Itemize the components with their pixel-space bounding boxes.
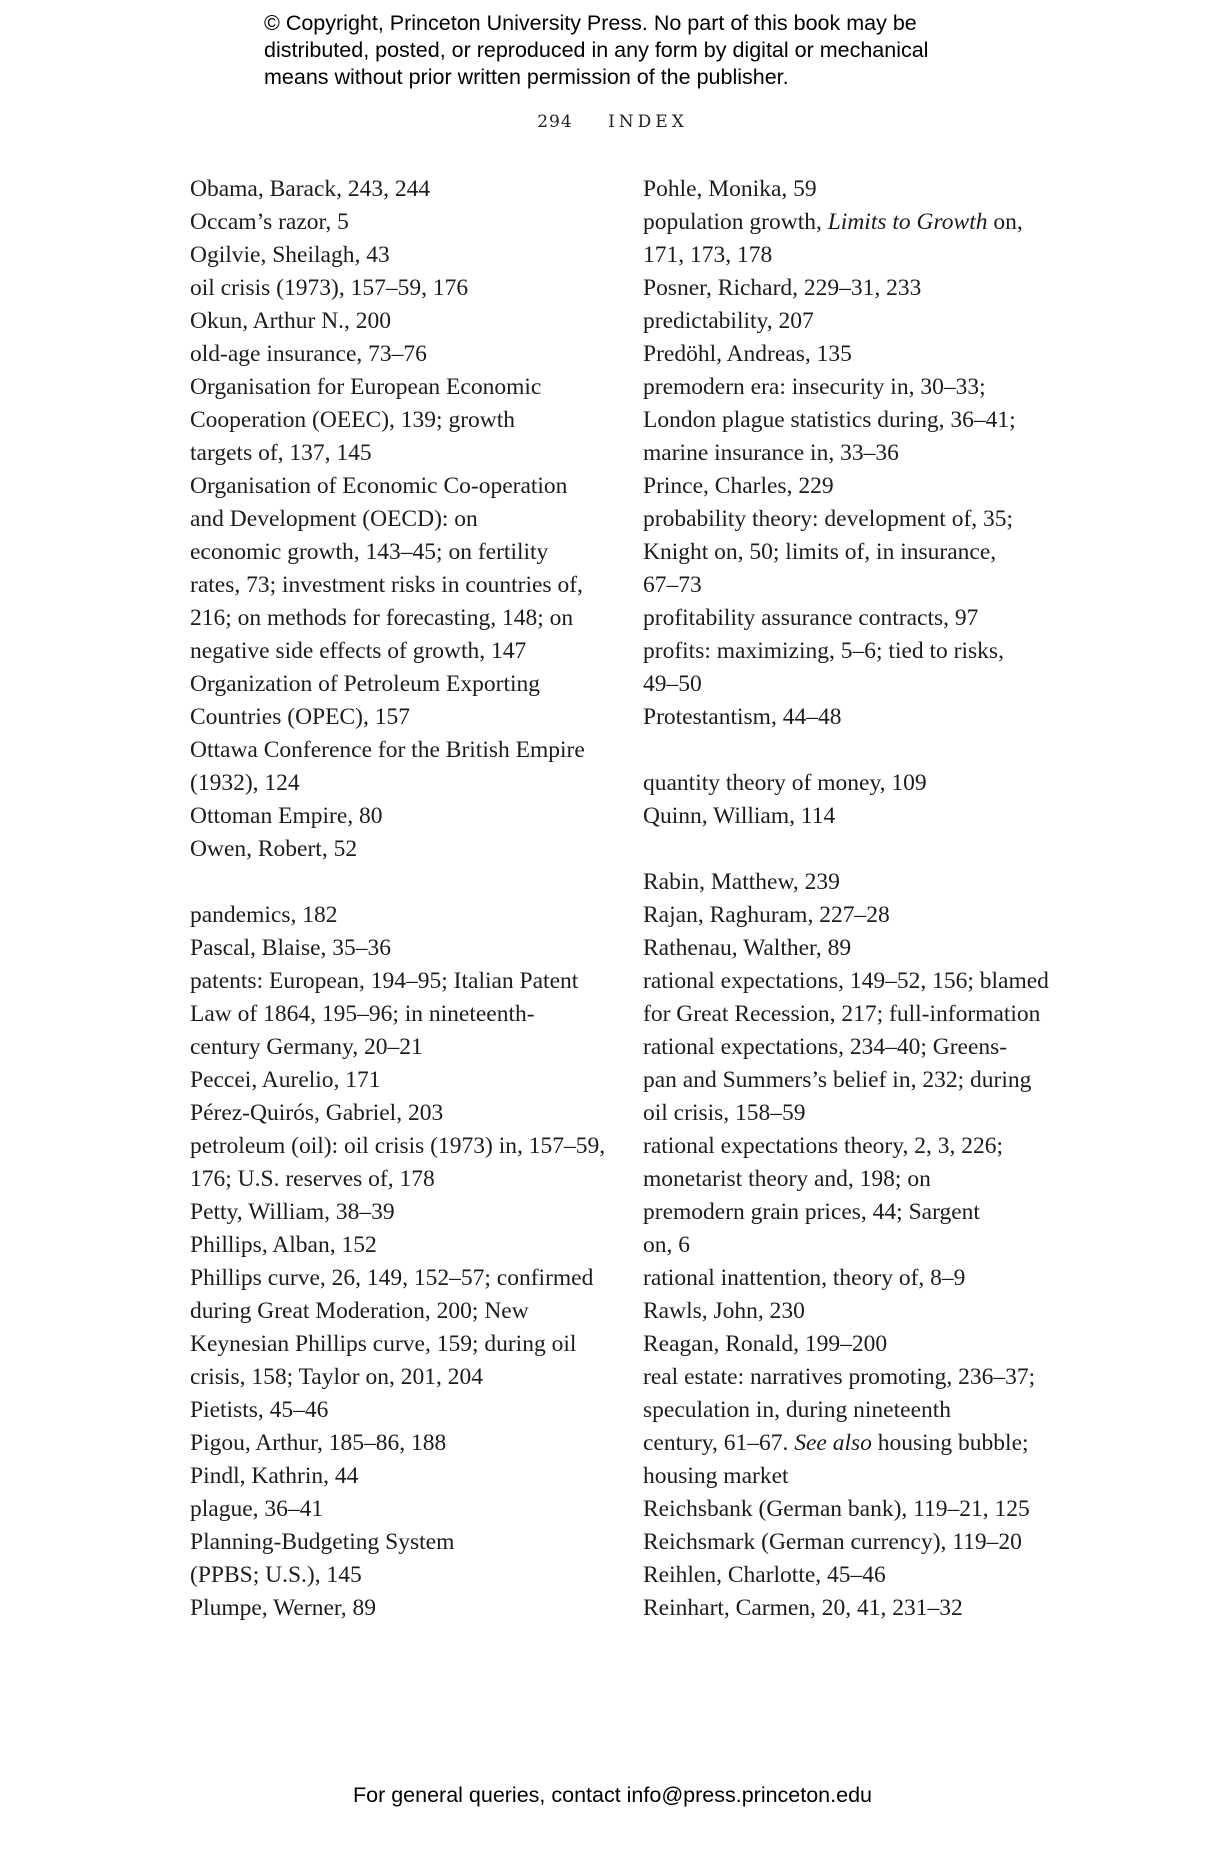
- index-entry: Reichsbank (German bank), 119–21, 125: [643, 1496, 1030, 1522]
- book-title: Limits to Growth: [827, 209, 988, 235]
- copyright-line: distributed, posted, or reproduced in any form by digital or mechanical: [264, 38, 929, 62]
- index-entry: Phillips, Alban, 152: [190, 1232, 377, 1258]
- index-entry: Ottawa Conference for the British Empire (1932), 124: [190, 737, 585, 796]
- index-entry: population growth, Limits to Growth on, 171, 173, 178: [643, 209, 1023, 268]
- index-entry: Quinn, William, 114: [643, 803, 836, 829]
- index-entry: old-age insurance, 73–76: [190, 341, 427, 367]
- index-entry: Planning-Budgeting System (PPBS; U.S.), 145: [190, 1529, 455, 1588]
- footer-contact: [0, 1783, 1225, 1808]
- index-entry: Reihlen, Charlotte, 45–46: [643, 1562, 886, 1588]
- page-number: 294: [537, 112, 573, 132]
- index-entry: Occam’s razor, 5: [190, 209, 349, 235]
- index-entry: profits: maximizing, 5–6; tied to risks, 49–50: [643, 638, 1004, 697]
- footer-text: For general queries, contact info@press.princeton.edu: [352, 1783, 872, 1807]
- letter-group-gap: [643, 734, 1073, 767]
- index-column-left: [190, 173, 610, 1625]
- index-entry: Rabin, Matthew, 239: [643, 869, 840, 895]
- cross-reference: See also: [794, 1430, 872, 1456]
- index-entry: Reichsmark (German currency), 119–20: [643, 1529, 1022, 1555]
- index-entry: Pérez-Quirós, Gabriel, 203: [190, 1100, 444, 1126]
- index-entry: Ogilvie, Sheilagh, 43: [190, 242, 390, 268]
- index-entry: Pohle, Monika, 59: [643, 176, 817, 202]
- running-head: [0, 112, 1225, 132]
- index-entry: rational expectations theory, 2, 3, 226; monetarist theory and, 198; on premodern grain prices, 44; Sargent on, 6: [643, 1133, 1004, 1258]
- index-entry: plague, 36–41: [190, 1496, 324, 1522]
- index-entry: Pascal, Blaise, 35–36: [190, 935, 392, 961]
- index-entry: Reagan, Ronald, 199–200: [643, 1331, 888, 1357]
- copyright-line: © Copyright, Princeton University Press. No part of this book may be: [264, 11, 917, 35]
- index-entry: pandemics, 182: [190, 902, 338, 928]
- index-entry: rational inattention, theory of, 8–9: [643, 1265, 966, 1291]
- index-entry: quantity theory of money, 109: [643, 770, 927, 796]
- index-entry: Obama, Barack, 243, 244: [190, 176, 431, 202]
- index-entry: Organization of Petroleum Exporting Countries (OPEC), 157: [190, 671, 541, 730]
- index-entry: real estate: narratives promoting, 236–37; speculation in, during nineteenth century, 61–67. See also housing bubble; housing market: [643, 1364, 1036, 1489]
- index-entry: predictability, 207: [643, 308, 814, 334]
- index-entry: Okun, Arthur N., 200: [190, 308, 392, 334]
- index-entry: Owen, Robert, 52: [190, 836, 358, 862]
- index-entry: Pietists, 45–46: [190, 1397, 329, 1423]
- index-entry: patents: European, 194–95; Italian Patent Law of 1864, 195–96; in nineteenth- century Germany, 20–21: [190, 968, 579, 1060]
- letter-group-gap: [190, 866, 610, 899]
- index-entry: rational expectations, 149–52, 156; blamed for Great Recession, 217; full-information rational expectations, 234–40; Greens- pan and Summers’s belief in, 232; during oil crisis, 158–59: [643, 968, 1049, 1126]
- index-entry: Rathenau, Walther, 89: [643, 935, 852, 961]
- index-column-right: [643, 173, 1073, 1625]
- index-entry: Organisation for European Economic Cooperation (OEEC), 139; growth targets of, 137, 145: [190, 374, 542, 466]
- index-entry: Posner, Richard, 229–31, 233: [643, 275, 922, 301]
- copyright-line: means without prior written permission of the publisher.: [264, 65, 789, 89]
- index-entry: Reinhart, Carmen, 20, 41, 231–32: [643, 1595, 963, 1621]
- index-entry: Prince, Charles, 229: [643, 473, 834, 499]
- index-entry: Ottoman Empire, 80: [190, 803, 383, 829]
- index-entry: Pigou, Arthur, 185–86, 188: [190, 1430, 447, 1456]
- page-title: INDEX: [608, 112, 688, 132]
- letter-group-gap: [643, 833, 1073, 866]
- index-entry: Protestantism, 44–48: [643, 704, 842, 730]
- index-entry: probability theory: development of, 35; Knight on, 50; limits of, in insurance, 67–73: [643, 506, 1014, 598]
- index-entry: Peccei, Aurelio, 171: [190, 1067, 381, 1093]
- index-entry: oil crisis (1973), 157–59, 176: [190, 275, 469, 301]
- index-entry: Rawls, John, 230: [643, 1298, 805, 1324]
- index-entry: Rajan, Raghuram, 227–28: [643, 902, 890, 928]
- copyright-notice: [264, 10, 964, 91]
- index-entry: Organisation of Economic Co-operation and Development (OECD): on economic growth, 143–45; on fertility rates, 73; investment risks in countries of, 216; on methods for forecasting, 148; on negative side effects of growth, 147: [190, 473, 583, 664]
- index-entry: Phillips curve, 26, 149, 152–57; confirmed during Great Moderation, 200; New Keynesian Phillips curve, 159; during oil crisis, 158; Taylor on, 201, 204: [190, 1265, 594, 1390]
- index-entry: profitability assurance contracts, 97: [643, 605, 979, 631]
- index-entry: Plumpe, Werner, 89: [190, 1595, 377, 1621]
- index-entry: Pindl, Kathrin, 44: [190, 1463, 359, 1489]
- index-entry: premodern era: insecurity in, 30–33; London plague statistics during, 36–41; marine insurance in, 33–36: [643, 374, 1016, 466]
- index-entry: Petty, William, 38–39: [190, 1199, 395, 1225]
- index-entry: Predöhl, Andreas, 135: [643, 341, 852, 367]
- index-entry: petroleum (oil): oil crisis (1973) in, 157–59, 176; U.S. reserves of, 178: [190, 1133, 606, 1192]
